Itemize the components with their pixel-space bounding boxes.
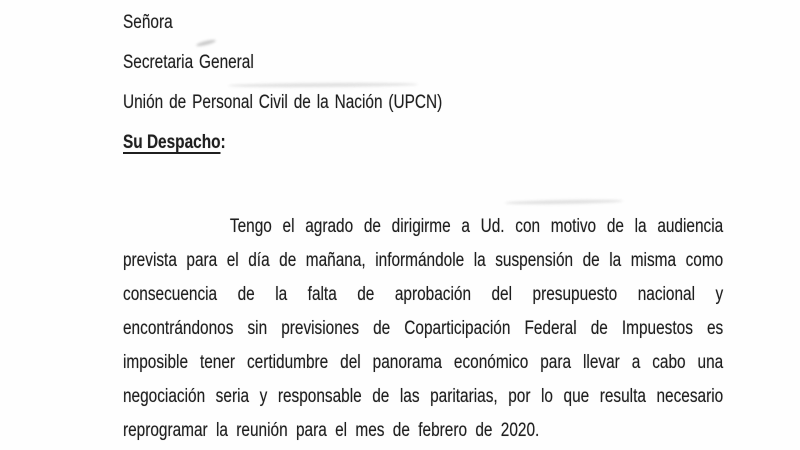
recipient-title: Señora [123, 12, 173, 33]
body-line: reprogramar la reunión para el mes de febrero de 2020. [123, 420, 540, 441]
body-line: negociación seria y responsable de las paritarias, por lo que resulta necesario [123, 386, 724, 407]
body-line: encontrándonos sin previsiones de Coparticipación Federal de Impuestos es [123, 318, 724, 339]
body-line: prevista para el día de mañana, informándole la suspensión de la misma como [123, 250, 724, 271]
body-line: Tengo el agrado de dirigirme a Ud. con motivo de la audiencia [229, 216, 724, 237]
salutation-label: Su Despacho [123, 132, 221, 153]
recipient-organization: Unión de Personal Civil de la Nación (UPCN) [123, 92, 443, 113]
body-line: consecuencia de la falta de aprobación del presupuesto nacional y [123, 284, 724, 305]
salutation-colon: : [220, 132, 226, 153]
body-line: imposible tener certidumbre del panorama económico para llevar a cabo una [123, 352, 724, 373]
scan-smudge [505, 199, 623, 205]
recipient-block [123, 3, 517, 123]
letter-body [123, 210, 800, 448]
salutation-line [123, 123, 226, 163]
recipient-position: Secretaria General [123, 52, 254, 73]
